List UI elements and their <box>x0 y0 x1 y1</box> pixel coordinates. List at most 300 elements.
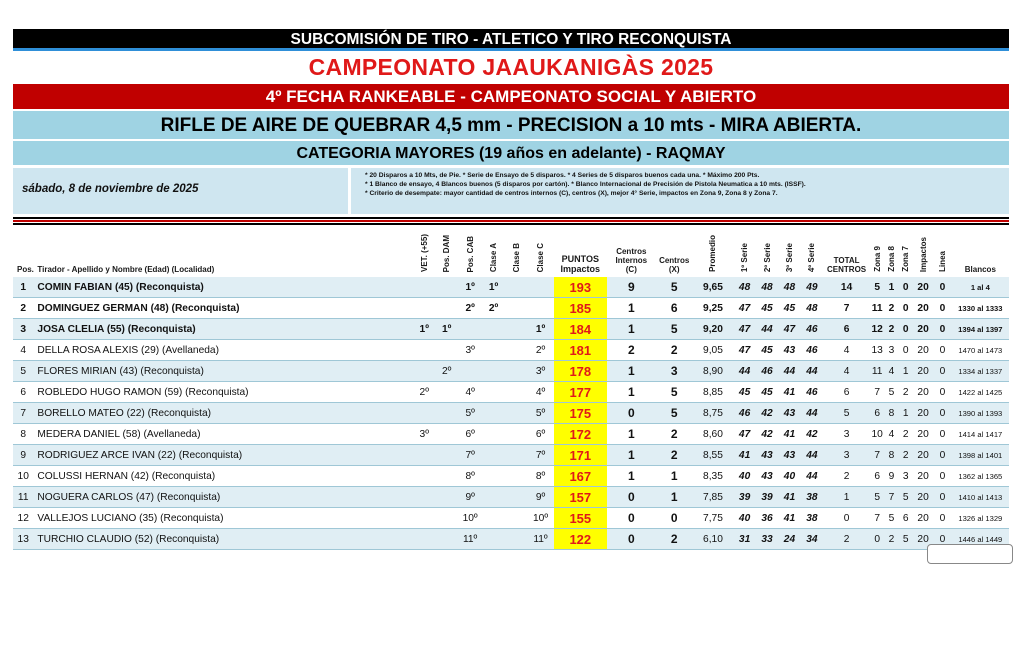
cell-pts: 184 <box>554 319 607 340</box>
cell-z9: 6 <box>870 466 884 487</box>
cell-s1: 46 <box>733 403 755 424</box>
cell-cab: 9º <box>458 487 482 508</box>
table-row <box>13 487 1009 508</box>
cell-s4: 34 <box>801 529 823 550</box>
cell-z7: 1 <box>899 403 913 424</box>
cell-cab: 11º <box>458 529 482 550</box>
cell-z8: 2 <box>884 298 898 319</box>
cell-pts: 175 <box>554 403 607 424</box>
col-total-centros: TOTAL CENTROS <box>823 225 870 277</box>
cell-z8: 4 <box>884 361 898 382</box>
rules-note: * 1 Blanco de ensayo, 4 Blancos buenos (5 disparos por cartón). * Blanco Internacional de Precisión de Pistola Neumatica a 10 mts. (ISSF). <box>365 180 806 188</box>
cell-name: COLUSSI HERNAN (42) (Reconquista) <box>33 466 413 487</box>
table-row <box>13 298 1009 319</box>
cell-prom: 8,55 <box>693 445 734 466</box>
cell-s2: 39 <box>756 487 778 508</box>
cell-dam <box>435 529 457 550</box>
cell-s2: 36 <box>756 508 778 529</box>
cell-z8: 2 <box>884 319 898 340</box>
cell-s4: 38 <box>801 508 823 529</box>
cell-c <box>527 298 554 319</box>
cell-lin: 0 <box>933 487 951 508</box>
cell-vet <box>413 361 435 382</box>
cell-pts: 177 <box>554 382 607 403</box>
cell-tot: 4 <box>823 361 870 382</box>
cell-lin: 0 <box>933 382 951 403</box>
cell-imp: 20 <box>913 466 933 487</box>
cell-s1: 40 <box>733 508 755 529</box>
cell-pts: 181 <box>554 340 607 361</box>
cell-tot: 0 <box>823 508 870 529</box>
cell-b <box>505 403 527 424</box>
col-centros-internos: Centros Internos (C) <box>607 225 656 277</box>
table-row <box>13 361 1009 382</box>
cell-imp: 20 <box>913 361 933 382</box>
cell-s1: 47 <box>733 424 755 445</box>
cell-z7: 0 <box>899 277 913 298</box>
cell-cx: 5 <box>656 277 693 298</box>
cell-z9: 6 <box>870 403 884 424</box>
separator-stripes <box>13 217 1009 225</box>
cell-cx: 0 <box>656 508 693 529</box>
cell-vet: 2º <box>413 382 435 403</box>
cell-pts: 193 <box>554 277 607 298</box>
cell-c <box>527 277 554 298</box>
cell-s3: 43 <box>778 403 800 424</box>
cell-tot: 5 <box>823 403 870 424</box>
cell-prom: 9,25 <box>693 298 734 319</box>
cell-s4: 42 <box>801 424 823 445</box>
cell-z8: 5 <box>884 508 898 529</box>
cell-pos: 3 <box>13 319 33 340</box>
cell-a <box>482 403 504 424</box>
cell-cx: 2 <box>656 424 693 445</box>
cell-dam <box>435 382 457 403</box>
cell-s1: 41 <box>733 445 755 466</box>
cell-s3: 44 <box>778 361 800 382</box>
col-puntos: PUNTOS Impactos <box>554 225 607 277</box>
cell-z9: 11 <box>870 361 884 382</box>
cell-pts: 167 <box>554 466 607 487</box>
cell-b <box>505 445 527 466</box>
cell-s1: 39 <box>733 487 755 508</box>
cell-imp: 20 <box>913 340 933 361</box>
cell-prom: 7,85 <box>693 487 734 508</box>
cell-z7: 5 <box>899 487 913 508</box>
cell-z8: 9 <box>884 466 898 487</box>
table-row <box>13 382 1009 403</box>
cell-vet <box>413 466 435 487</box>
cell-blancos: 1334 al 1337 <box>952 361 1009 382</box>
cell-s3: 41 <box>778 382 800 403</box>
cell-cx: 6 <box>656 298 693 319</box>
cell-s4: 46 <box>801 382 823 403</box>
cell-pos: 10 <box>13 466 33 487</box>
cell-vet: 1º <box>413 319 435 340</box>
info-row <box>13 165 1009 214</box>
cell-cx: 1 <box>656 466 693 487</box>
cell-s4: 44 <box>801 361 823 382</box>
cell-b <box>505 298 527 319</box>
cell-s4: 49 <box>801 277 823 298</box>
cell-z9: 12 <box>870 319 884 340</box>
cell-c: 7º <box>527 445 554 466</box>
cell-a <box>482 529 504 550</box>
cell-blancos: 1410 al 1413 <box>952 487 1009 508</box>
cell-lin: 0 <box>933 508 951 529</box>
cell-prom: 8,85 <box>693 382 734 403</box>
cell-lin: 0 <box>933 403 951 424</box>
cell-b <box>505 340 527 361</box>
cell-cx: 2 <box>656 340 693 361</box>
cell-pos: 7 <box>13 403 33 424</box>
cell-s2: 45 <box>756 382 778 403</box>
table-row <box>13 277 1009 298</box>
cell-a <box>482 508 504 529</box>
cell-s1: 48 <box>733 277 755 298</box>
cell-lin: 0 <box>933 361 951 382</box>
cell-vet <box>413 340 435 361</box>
cell-pos: 5 <box>13 361 33 382</box>
cell-s2: 45 <box>756 298 778 319</box>
cell-cab: 6º <box>458 424 482 445</box>
cell-s2: 43 <box>756 466 778 487</box>
col-clase-b: Clase B <box>505 225 527 277</box>
cell-imp: 20 <box>913 298 933 319</box>
cell-vet <box>413 529 435 550</box>
cell-ci: 1 <box>607 319 656 340</box>
cell-z7: 1 <box>899 361 913 382</box>
cell-z7: 2 <box>899 382 913 403</box>
cell-s1: 44 <box>733 361 755 382</box>
cell-blancos: 1446 al 1449 <box>952 529 1009 550</box>
col-pos: Pos. <box>13 225 33 277</box>
cell-dam <box>435 424 457 445</box>
col-cab: Pos. CAB <box>458 225 482 277</box>
col-zona-9: Zona 9 <box>870 225 884 277</box>
cell-s1: 47 <box>733 340 755 361</box>
cell-dam <box>435 466 457 487</box>
cell-z7: 5 <box>899 529 913 550</box>
cell-a <box>482 319 504 340</box>
cell-imp: 20 <box>913 487 933 508</box>
cell-blancos: 1362 al 1365 <box>952 466 1009 487</box>
cell-pos: 2 <box>13 298 33 319</box>
cell-prom: 8,90 <box>693 361 734 382</box>
cell-blancos: 1398 al 1401 <box>952 445 1009 466</box>
cell-blancos: 1326 al 1329 <box>952 508 1009 529</box>
cell-name: MEDERA DANIEL (58) (Avellaneda) <box>33 424 413 445</box>
cell-imp: 20 <box>913 403 933 424</box>
cell-s4: 46 <box>801 340 823 361</box>
cell-a <box>482 487 504 508</box>
rules-note: * 20 Disparos a 10 Mts, de Pie. * Serie de Ensayo de 5 disparos. * 4 Series de 5 disparos buenos cada una. * Máximo 200 Pts. <box>365 172 760 179</box>
col-vet: VET. (+55) <box>413 225 435 277</box>
col-serie-4: 4º Serie <box>801 225 823 277</box>
cell-z9: 7 <box>870 508 884 529</box>
rules-notes <box>348 168 1009 214</box>
cell-cab <box>458 361 482 382</box>
cell-dam <box>435 403 457 424</box>
cell-name: NOGUERA CARLOS (47) (Reconquista) <box>33 487 413 508</box>
cell-b <box>505 466 527 487</box>
cell-ci: 1 <box>607 298 656 319</box>
cell-prom: 8,60 <box>693 424 734 445</box>
cell-s4: 46 <box>801 319 823 340</box>
cell-s2: 42 <box>756 403 778 424</box>
cell-ci: 1 <box>607 424 656 445</box>
cell-z7: 3 <box>899 466 913 487</box>
cell-b <box>505 277 527 298</box>
cell-s1: 47 <box>733 298 755 319</box>
category-banner: CATEGORIA MAYORES (19 años en adelante) - RAQMAY <box>13 139 1009 165</box>
cell-blancos: 1390 al 1393 <box>952 403 1009 424</box>
cell-z8: 4 <box>884 424 898 445</box>
cell-pos: 6 <box>13 382 33 403</box>
cell-z8: 8 <box>884 403 898 424</box>
cell-dam <box>435 487 457 508</box>
cell-pts: 185 <box>554 298 607 319</box>
cell-s4: 44 <box>801 403 823 424</box>
cell-z9: 5 <box>870 487 884 508</box>
table-header <box>13 225 1009 277</box>
cell-a <box>482 361 504 382</box>
cell-pos: 9 <box>13 445 33 466</box>
cell-lin: 0 <box>933 445 951 466</box>
col-linea: Linea <box>933 225 951 277</box>
col-dam: Pos. DAM <box>435 225 457 277</box>
results-table <box>13 225 1009 550</box>
cell-z7: 0 <box>899 298 913 319</box>
cell-blancos: 1394 al 1397 <box>952 319 1009 340</box>
cell-ci: 1 <box>607 445 656 466</box>
cell-cab: 2º <box>458 298 482 319</box>
cell-tot: 1 <box>823 487 870 508</box>
cell-pts: 172 <box>554 424 607 445</box>
results-sheet <box>13 29 1009 550</box>
cell-tot: 2 <box>823 529 870 550</box>
cell-imp: 20 <box>913 424 933 445</box>
cell-name: COMIN FABIAN (45) (Reconquista) <box>33 277 413 298</box>
cell-imp: 20 <box>913 319 933 340</box>
cell-lin: 0 <box>933 277 951 298</box>
cell-vet <box>413 403 435 424</box>
table-row <box>13 424 1009 445</box>
cell-b <box>505 361 527 382</box>
cell-ci: 0 <box>607 487 656 508</box>
cell-s1: 45 <box>733 382 755 403</box>
cell-z7: 0 <box>899 319 913 340</box>
cell-cab: 7º <box>458 445 482 466</box>
cell-pos: 1 <box>13 277 33 298</box>
cell-cx: 3 <box>656 361 693 382</box>
cell-imp: 20 <box>913 529 933 550</box>
cell-cx: 5 <box>656 319 693 340</box>
table-row <box>13 508 1009 529</box>
cell-c: 6º <box>527 424 554 445</box>
cell-tot: 6 <box>823 319 870 340</box>
cell-name: DOMINGUEZ GERMAN (48) (Reconquista) <box>33 298 413 319</box>
cell-b <box>505 319 527 340</box>
cell-imp: 20 <box>913 382 933 403</box>
cell-z9: 11 <box>870 298 884 319</box>
discipline-banner: RIFLE DE AIRE DE QUEBRAR 4,5 mm - PRECISION a 10 mts - MIRA ABIERTA. <box>13 109 1009 139</box>
cell-imp: 20 <box>913 508 933 529</box>
cell-name: JOSA CLELIA (55) (Reconquista) <box>33 319 413 340</box>
cell-s3: 41 <box>778 508 800 529</box>
cell-z8: 3 <box>884 340 898 361</box>
cell-name: ROBLEDO HUGO RAMON (59) (Reconquista) <box>33 382 413 403</box>
cell-dam <box>435 508 457 529</box>
cell-dam <box>435 445 457 466</box>
cell-s2: 46 <box>756 361 778 382</box>
cell-name: FLORES MIRIAN (43) (Reconquista) <box>33 361 413 382</box>
cell-b <box>505 529 527 550</box>
cell-lin: 0 <box>933 466 951 487</box>
cell-pts: 171 <box>554 445 607 466</box>
cell-s2: 43 <box>756 445 778 466</box>
col-serie-1: 1º Serie <box>733 225 755 277</box>
cell-s4: 44 <box>801 466 823 487</box>
cell-z9: 10 <box>870 424 884 445</box>
event-banner: 4º FECHA RANKEABLE - CAMPEONATO SOCIAL Y ABIERTO <box>13 84 1009 109</box>
cell-s3: 41 <box>778 487 800 508</box>
cell-b <box>505 487 527 508</box>
table-row <box>13 340 1009 361</box>
cell-vet <box>413 487 435 508</box>
cell-vet <box>413 508 435 529</box>
col-tirador: Tirador - Apellido y Nombre (Edad) (Localidad) <box>33 225 413 277</box>
col-zona-8: Zona 8 <box>884 225 898 277</box>
cell-prom: 8,35 <box>693 466 734 487</box>
cell-prom: 9,20 <box>693 319 734 340</box>
cell-z8: 8 <box>884 445 898 466</box>
cell-a: 1º <box>482 277 504 298</box>
cell-s3: 45 <box>778 298 800 319</box>
cell-s3: 48 <box>778 277 800 298</box>
cell-name: RODRIGUEZ ARCE IVAN (22) (Reconquista) <box>33 445 413 466</box>
cell-prom: 9,05 <box>693 340 734 361</box>
cell-ci: 1 <box>607 466 656 487</box>
col-blancos: Blancos <box>952 225 1009 277</box>
cell-dam <box>435 277 457 298</box>
cell-c: 11º <box>527 529 554 550</box>
table-row <box>13 529 1009 550</box>
cell-lin: 0 <box>933 529 951 550</box>
col-impactos: Impactos <box>913 225 933 277</box>
cell-z7: 6 <box>899 508 913 529</box>
cell-b <box>505 508 527 529</box>
cell-a <box>482 445 504 466</box>
cell-dam <box>435 340 457 361</box>
cell-z8: 7 <box>884 487 898 508</box>
col-zona-7: Zona 7 <box>899 225 913 277</box>
cell-c: 9º <box>527 487 554 508</box>
cell-blancos: 1422 al 1425 <box>952 382 1009 403</box>
cell-s1: 31 <box>733 529 755 550</box>
cell-c: 5º <box>527 403 554 424</box>
cell-pos: 11 <box>13 487 33 508</box>
rules-note: * Criterio de desempate: mayor cantidad de centros internos (C), centros (X), mejor 4° Serie, impactos en Zona 9, Zona 8 y Zona 7. <box>365 189 778 197</box>
table-row <box>13 466 1009 487</box>
cell-cx: 5 <box>656 403 693 424</box>
cell-ci: 9 <box>607 277 656 298</box>
cell-prom: 8,75 <box>693 403 734 424</box>
cell-blancos: 1 al 4 <box>952 277 1009 298</box>
cell-pts: 122 <box>554 529 607 550</box>
cell-ci: 0 <box>607 529 656 550</box>
corner-widget[interactable] <box>927 544 1013 564</box>
cell-s4: 44 <box>801 445 823 466</box>
cell-dam: 1º <box>435 319 457 340</box>
cell-s2: 33 <box>756 529 778 550</box>
cell-cx: 5 <box>656 382 693 403</box>
cell-lin: 0 <box>933 340 951 361</box>
cell-s3: 41 <box>778 424 800 445</box>
cell-a <box>482 424 504 445</box>
cell-s1: 40 <box>733 466 755 487</box>
cell-c: 4º <box>527 382 554 403</box>
cell-c: 8º <box>527 466 554 487</box>
cell-z9: 5 <box>870 277 884 298</box>
cell-name: VALLEJOS LUCIANO (35) (Reconquista) <box>33 508 413 529</box>
col-serie-2: 2º Serie <box>756 225 778 277</box>
cell-pos: 8 <box>13 424 33 445</box>
cell-s2: 42 <box>756 424 778 445</box>
cell-cab: 1º <box>458 277 482 298</box>
cell-prom: 7,75 <box>693 508 734 529</box>
cell-prom: 6,10 <box>693 529 734 550</box>
cell-s3: 43 <box>778 445 800 466</box>
cell-a <box>482 466 504 487</box>
cell-s2: 48 <box>756 277 778 298</box>
col-clase-c: Clase C <box>527 225 554 277</box>
cell-s3: 24 <box>778 529 800 550</box>
cell-z7: 2 <box>899 424 913 445</box>
cell-a <box>482 340 504 361</box>
cell-b <box>505 382 527 403</box>
cell-z9: 7 <box>870 382 884 403</box>
cell-cab: 5º <box>458 403 482 424</box>
cell-ci: 1 <box>607 382 656 403</box>
cell-s3: 43 <box>778 340 800 361</box>
cell-cx: 2 <box>656 445 693 466</box>
event-date: sábado, 8 de noviembre de 2025 <box>13 168 348 214</box>
cell-z9: 0 <box>870 529 884 550</box>
cell-z8: 1 <box>884 277 898 298</box>
cell-tot: 3 <box>823 445 870 466</box>
cell-cx: 2 <box>656 529 693 550</box>
cell-blancos: 1330 al 1333 <box>952 298 1009 319</box>
cell-cab: 8º <box>458 466 482 487</box>
cell-tot: 14 <box>823 277 870 298</box>
cell-ci: 0 <box>607 403 656 424</box>
cell-vet <box>413 445 435 466</box>
cell-s4: 48 <box>801 298 823 319</box>
cell-name: TURCHIO CLAUDIO (52) (Reconquista) <box>33 529 413 550</box>
cell-lin: 0 <box>933 424 951 445</box>
cell-cab: 10º <box>458 508 482 529</box>
col-serie-3: 3º Serie <box>778 225 800 277</box>
cell-pts: 178 <box>554 361 607 382</box>
cell-pts: 157 <box>554 487 607 508</box>
org-banner: SUBCOMISIÓN DE TIRO - ATLETICO Y TIRO RECONQUISTA <box>13 29 1009 51</box>
cell-blancos: 1470 al 1473 <box>952 340 1009 361</box>
cell-tot: 7 <box>823 298 870 319</box>
cell-dam <box>435 298 457 319</box>
cell-ci: 1 <box>607 361 656 382</box>
cell-s1: 47 <box>733 319 755 340</box>
